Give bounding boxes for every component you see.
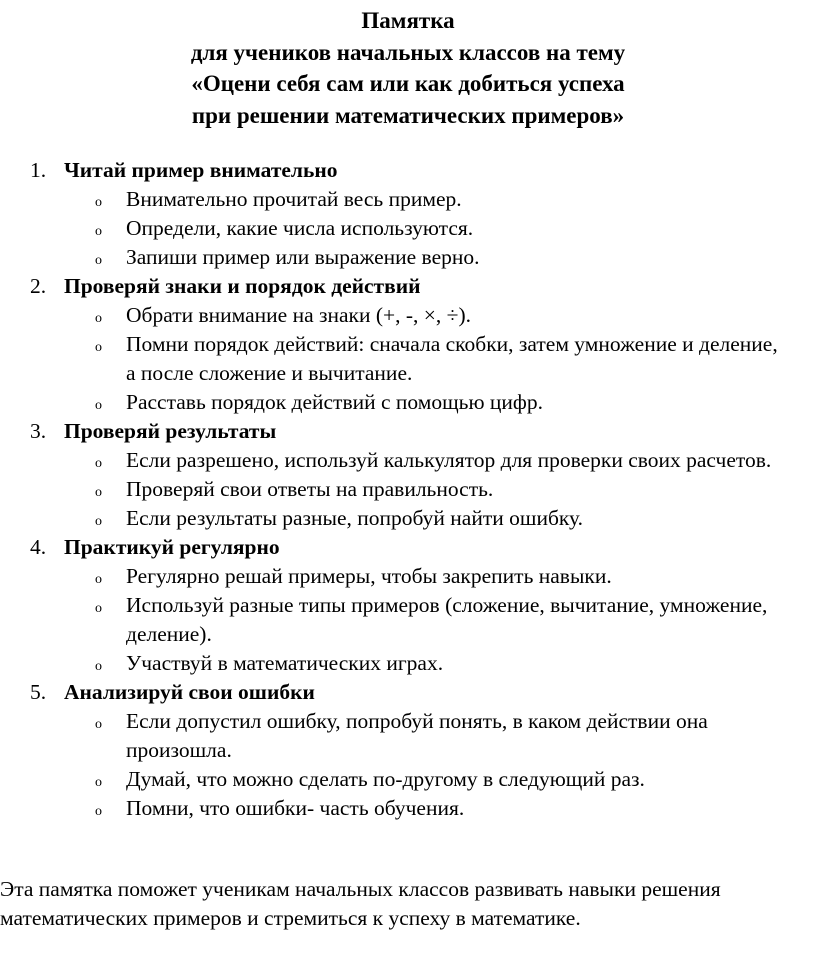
list-item-text: Участвуй в математических играх. xyxy=(126,651,444,675)
list-item xyxy=(0,301,816,330)
list-item xyxy=(0,475,816,504)
section-heading-text: Анализируй свои ошибки xyxy=(64,680,315,704)
bullet-icon: o xyxy=(95,659,102,674)
section-heading-text: Проверяй знаки и порядок действий xyxy=(64,274,421,298)
section-analyze-mistakes xyxy=(0,678,816,823)
section-heading-text: Практикуй регулярно xyxy=(64,535,280,559)
bullet-icon: o xyxy=(95,485,102,500)
footer-note: Эта памятка поможет ученикам начальных классов развивать навыки решения математических примеров и стремиться к успеху в математике. xyxy=(0,876,721,930)
section-items xyxy=(0,446,816,533)
list-item-text: Помни порядок действий: сначала скобки, затем умножение и деление, а после сложение и вычитание. xyxy=(126,332,778,385)
list-item-text: Проверяй свои ответы на правильность. xyxy=(126,477,494,501)
section-heading xyxy=(0,272,816,301)
bullet-icon: o xyxy=(95,717,102,732)
list-item-text: Используй разные типы примеров (сложение, вычитание, умножение, деление). xyxy=(126,593,768,646)
list-item-text: Внимательно прочитай весь пример. xyxy=(126,187,462,211)
list-item xyxy=(0,562,816,591)
bullet-icon: o xyxy=(95,804,102,819)
section-number: 5. xyxy=(30,680,47,704)
bullet-icon: o xyxy=(95,253,102,268)
tips-list xyxy=(0,156,816,823)
section-read-carefully xyxy=(0,156,816,272)
section-heading-text: Читай пример внимательно xyxy=(64,158,338,182)
list-item xyxy=(0,388,816,417)
bullet-icon: o xyxy=(95,195,102,210)
list-item-text: Обрати внимание на знаки (+, -, ×, ÷). xyxy=(126,303,472,327)
section-items xyxy=(0,301,816,417)
section-heading xyxy=(0,156,816,185)
bullet-icon: o xyxy=(95,601,102,616)
list-item xyxy=(0,765,816,794)
list-item-text: Определи, какие числа используются. xyxy=(126,216,474,240)
section-items xyxy=(0,185,816,272)
list-item-text: Думай, что можно сделать по-другому в следующий раз. xyxy=(126,767,645,791)
list-item-text: Помни, что ошибки- часть обучения. xyxy=(126,796,465,820)
bullet-icon: o xyxy=(95,514,102,529)
section-number: 3. xyxy=(30,419,47,443)
bullet-icon: o xyxy=(95,572,102,587)
list-item xyxy=(0,591,816,649)
list-item-text: Регулярно решай примеры, чтобы закрепить навыки. xyxy=(126,564,612,588)
bullet-icon: o xyxy=(95,456,102,471)
list-item xyxy=(0,707,816,765)
section-practice xyxy=(0,533,816,678)
section-number: 4. xyxy=(30,535,47,559)
list-item xyxy=(0,214,816,243)
title-line-4: при решении математических примеров» xyxy=(191,102,625,128)
list-item xyxy=(0,446,816,475)
list-item xyxy=(0,794,816,823)
title-line-3: «Оцени себя сам или как добиться успеха xyxy=(191,71,625,96)
section-number: 2. xyxy=(30,274,47,298)
list-item-text: Расставь порядок действий с помощью цифр. xyxy=(126,390,543,414)
bullet-icon: o xyxy=(95,224,102,239)
section-heading xyxy=(0,533,816,562)
list-item xyxy=(0,330,816,388)
section-heading xyxy=(0,678,816,707)
list-item xyxy=(0,185,816,214)
bullet-icon: o xyxy=(95,398,102,413)
title-line-2: для учеников начальных классов на тему xyxy=(190,39,626,65)
title-line-1: Памятка xyxy=(361,8,455,33)
list-item xyxy=(0,504,816,533)
section-items xyxy=(0,562,816,678)
section-check-signs xyxy=(0,272,816,417)
page-title xyxy=(0,5,816,131)
list-item xyxy=(0,243,816,272)
list-item-text: Если допустил ошибку, попробуй понять, в каком действии она произошла. xyxy=(126,709,708,762)
bullet-icon: o xyxy=(95,311,102,326)
list-item-text: Если результаты разные, попробуй найти ошибку. xyxy=(126,506,584,530)
bullet-icon: o xyxy=(95,340,102,355)
bullet-icon: o xyxy=(95,775,102,790)
section-heading-text: Проверяй результаты xyxy=(64,419,277,443)
section-items xyxy=(0,707,816,823)
list-item-text: Запиши пример или выражение верно. xyxy=(126,245,480,269)
list-item-text: Если разрешено, используй калькулятор для проверки своих расчетов. xyxy=(126,448,772,472)
section-heading xyxy=(0,417,816,446)
section-check-results xyxy=(0,417,816,533)
list-item xyxy=(0,649,816,678)
section-number: 1. xyxy=(30,158,47,182)
